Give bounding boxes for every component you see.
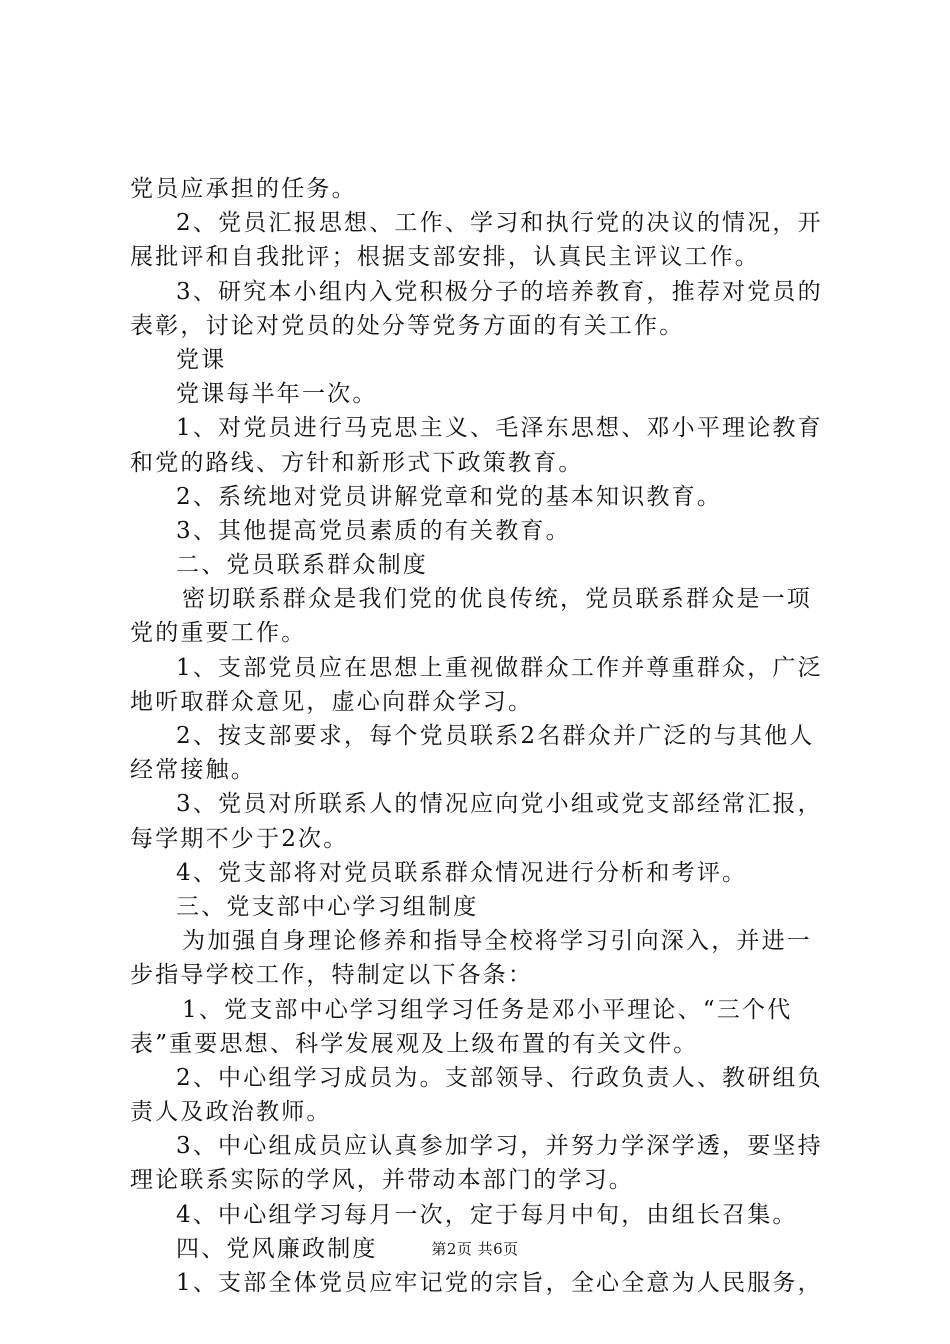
text-line: 四、党风廉政制度 (176, 1235, 378, 1262)
text-line: 3、其他提高党员素质的有关教育。 (176, 517, 571, 544)
text-line: 展批评和自我批评；根据支部安排，认真民主评议工作。 (130, 244, 760, 271)
text-line: 4、党支部将对党员联系群众情况进行分析和考评。 (176, 859, 748, 886)
text-line: 4、中心组学习每月一次，定于每月中旬，由组长召集。 (176, 1201, 798, 1228)
text-line: 党员应承担的任务。 (130, 176, 357, 202)
text-line: 3、中心组成员应认真参加学习，并努力学深学透，要坚持 (176, 1133, 823, 1160)
text-line: 表”重要思想、科学发展观及上级布置的有关文件。 (130, 1030, 699, 1057)
text-line: 为加强自身理论修养和指导全校将学习引向深入，并进一 (182, 928, 812, 955)
text-line: 1、对党员进行马克思主义、毛泽东思想、邓小平理论教育 (176, 415, 823, 442)
text-line: 步指导学校工作，特制定以下各条： (130, 962, 534, 989)
text-line: 每学期不少于2次。 (130, 825, 349, 852)
text-line: 责人及政治教师。 (130, 1099, 332, 1126)
text-line: 党课每半年一次。 (176, 381, 378, 408)
text-line: 2、按支部要求，每个党员联系2名群众并广泛的与其他人 (176, 723, 815, 749)
text-line: 经常接触。 (130, 757, 256, 784)
text-line: 1、支部全体党员应牢记党的宗旨，全心全意为人民服务， (176, 1270, 823, 1296)
text-line: 党课 (176, 346, 227, 373)
text-line: 三、党支部中心学习组制度 (176, 893, 479, 920)
text-line: 1、党支部中心学习组学习任务是邓小平理论、“三个代 (182, 996, 793, 1023)
text-line: 理论联系实际的学风，并带动本部门的学习。 (130, 1167, 634, 1194)
page-footer: 第2页 共6页 (431, 1240, 519, 1258)
text-line: 党的重要工作。 (130, 620, 307, 647)
text-line: 3、研究本小组内入党积极分子的培养教育，推荐对党员的 (176, 278, 823, 305)
text-line: 2、党员汇报思想、工作、学习和执行党的决议的情况，开 (176, 210, 823, 237)
text-line: 密切联系群众是我们党的优良传统，党员联系群众是一项 (182, 586, 812, 613)
document-body (130, 172, 830, 1300)
text-line: 2、中心组学习成员为。支部领导、行政负责人、教研组负 (176, 1064, 823, 1091)
text-line: 1、支部党员应在思想上重视做群众工作并尊重群众，广泛 (176, 654, 823, 681)
text-line: 3、党员对所联系人的情况应向党小组或党支部经常汇报， (176, 791, 823, 818)
text-line: 2、系统地对党员讲解党章和党的基本知识教育。 (176, 483, 723, 510)
text-line: 二、党员联系群众制度 (176, 552, 428, 579)
text-line: 地听取群众意见，虚心向群众学习。 (130, 688, 534, 715)
text-line: 表彰，讨论对党员的处分等党务方面的有关工作。 (130, 312, 685, 339)
text-line: 和党的路线、方针和新形式下政策教育。 (130, 449, 584, 476)
